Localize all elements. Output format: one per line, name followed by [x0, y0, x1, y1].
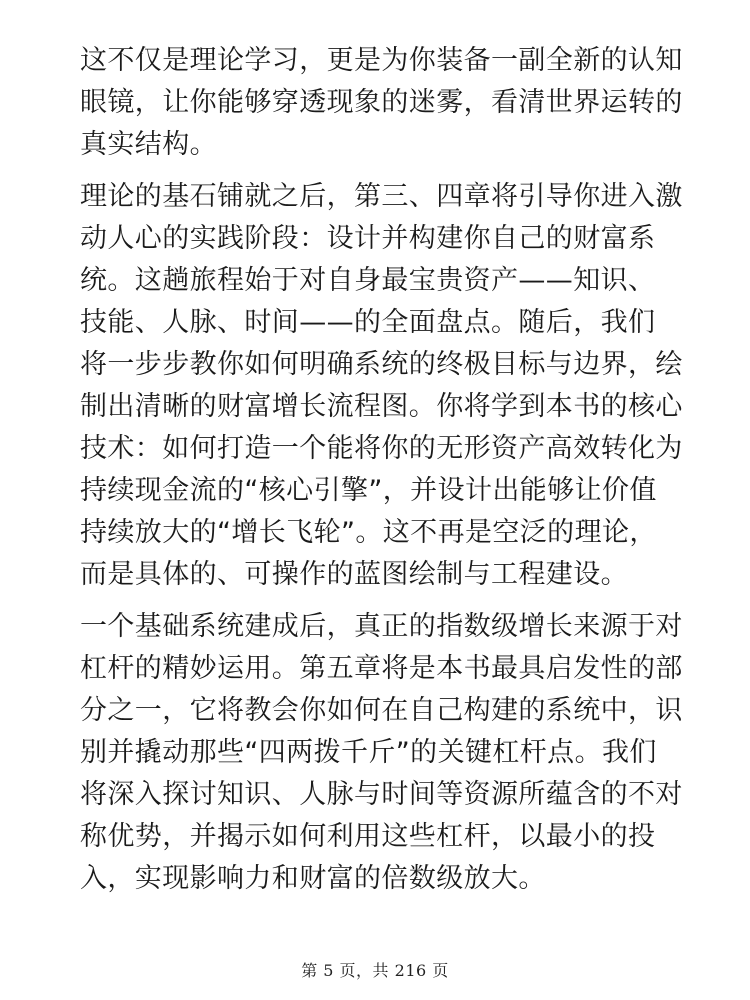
text-line: 持续现金流的“核心引擎”，并设计出能够让价值 — [80, 475, 657, 506]
text-line: 眼镜，让你能够穿透现象的迷雾，看清世界运转的 — [80, 87, 683, 118]
text-line: 将一步步教你如何明确系统的终极目标与边界，绘 — [80, 349, 683, 380]
paragraph-1 — [80, 40, 683, 166]
text-line: 而是具体的、可操作的蓝图绘制与工程建设。 — [80, 559, 628, 590]
text-line: 称优势，并揭示如何利用这些杠杆，以最小的投 — [80, 821, 656, 852]
text-line: 理论的基石铺就之后，第三、四章将引导你进入激 — [80, 181, 683, 212]
page-number-footer: 第 5 页，共 216 页 — [301, 961, 449, 980]
text-line: 别并撬动那些“四两拨千斤”的关键杠杆点。我们 — [80, 737, 657, 768]
text-line: 技能、人脉、时间——的全面盘点。随后，我们 — [80, 307, 656, 338]
text-line: 持续放大的“增长飞轮”。这不再是空泛的理论， — [80, 517, 657, 548]
paragraph-3 — [80, 606, 683, 900]
text-line: 杠杆的精妙运用。第五章将是本书最具启发性的部 — [80, 653, 683, 684]
text-line: 真实结构。 — [80, 129, 217, 160]
text-line: 一个基础系统建成后，真正的指数级增长来源于对 — [80, 611, 683, 642]
text-line: 入，实现影响力和财富的倍数级放大。 — [80, 863, 546, 894]
text-line: 分之一，它将教会你如何在自己构建的系统中，识 — [80, 695, 683, 726]
text-line: 动人心的实践阶段：设计并构建你自己的财富系 — [80, 223, 656, 254]
text-line: 制出清晰的财富增长流程图。你将学到本书的核心 — [80, 391, 683, 422]
text-line: 将深入探讨知识、人脉与时间等资源所蕴含的不对 — [80, 779, 683, 810]
text-line: 统。这趟旅程始于对自身最宝贵资产——知识、 — [80, 265, 656, 296]
text-line: 技术：如何打造一个能将你的无形资产高效转化为 — [80, 433, 683, 464]
body-text — [80, 40, 683, 910]
paragraph-2 — [80, 176, 683, 596]
text-line: 这不仅是理论学习，更是为你装备一副全新的认知 — [80, 45, 683, 76]
